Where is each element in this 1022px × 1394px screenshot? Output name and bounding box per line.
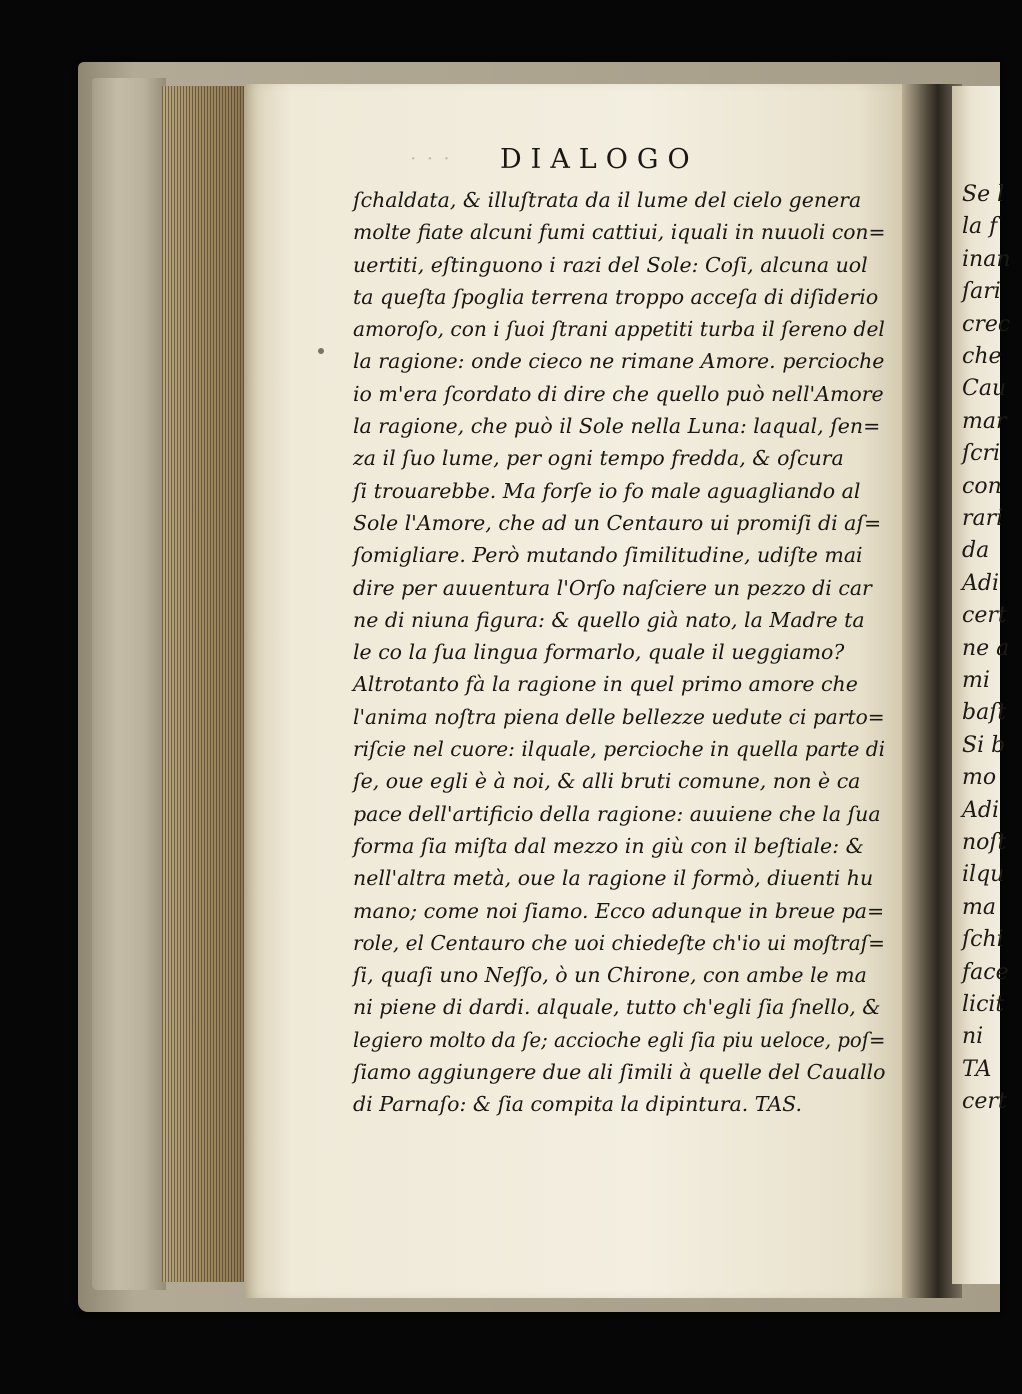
right-page-line: mo xyxy=(962,765,997,791)
right-page-line: cert xyxy=(962,603,1007,629)
right-page-line: Se l xyxy=(962,182,1005,207)
ink-spot xyxy=(318,348,324,354)
right-page-line: crec xyxy=(962,311,1011,337)
right-page-line: che xyxy=(962,344,1002,369)
text-line: role, el Centauro che uoi chiedeſte ch'io ui moſtraſ= xyxy=(353,930,885,955)
right-page-line: licit xyxy=(962,992,1005,1017)
book-spine xyxy=(92,78,166,1290)
right-page-line: inan xyxy=(962,246,1011,272)
text-line: Altrotanto fà la ragione in quel primo amore che xyxy=(353,672,858,697)
text-line: uertiti, eſtinguono i razi del Sole: Coſi, alcuna uol xyxy=(353,252,868,277)
text-line: nell'altra metà, oue la ragione il formò, diuenti hu xyxy=(353,866,874,891)
text-line: pace dell'artificio della ragione: auuiene che la ſua xyxy=(353,801,881,826)
text-line: le co la ſua lingua formarlo, quale il ueggiamo? xyxy=(353,640,845,665)
right-page-line: Adi xyxy=(962,570,1000,596)
running-header: DIALOGO xyxy=(500,144,699,175)
right-page-line: TA xyxy=(962,1056,992,1082)
text-line: io m'era ſcordato di dire che quello può nell'Amore xyxy=(353,381,884,406)
text-line: la ragione, che può il Sole nella Luna: laqual, ſen= xyxy=(353,414,881,439)
text-line: ni piene di dardi. alquale, tutto ch'egli ſia ſnello, & xyxy=(353,995,881,1020)
right-page-line: con xyxy=(962,473,1002,499)
text-line: ne di niuna figura: & quello già nato, la Madre ta xyxy=(353,607,865,632)
show-through-mark: · · · xyxy=(410,146,452,170)
right-page-line: ilqu xyxy=(962,862,1005,888)
right-page-line: ſchi xyxy=(962,927,1004,953)
text-line: ſomigliare. Però mutando ſimilitudine, udiſte mai xyxy=(353,543,863,568)
text-line: dire per auuentura l'Orſo naſciere un pezzo di car xyxy=(353,575,872,600)
text-line: mano; come noi ſiamo. Ecco adunque in breue pa= xyxy=(353,898,885,923)
text-line: ſchaldata, & illuſtrata da il lume del cielo genera xyxy=(353,188,862,212)
right-page-line: ſcri xyxy=(962,441,1001,467)
page-text xyxy=(353,184,885,1121)
text-line: forma ſia miſta dal mezzo in giù con il beſtiale: & xyxy=(353,833,864,858)
right-page-line: ni xyxy=(962,1024,984,1050)
text-line: l'anima noſtra piena delle bellezze uedute ci parto= xyxy=(353,704,885,729)
text-line: la ragione: onde cieco ne rimane Amore. percioche xyxy=(353,349,885,374)
right-page-line: da xyxy=(962,538,990,564)
text-line: za il ſuo lume, per ogni tempo fredda, & oſcura xyxy=(353,446,844,471)
right-page-line: la f xyxy=(962,214,998,240)
right-page-line: ſari xyxy=(962,279,1001,305)
text-line: ſi, quaſi uno Neſſo, ò un Chirone, con ambe le ma xyxy=(353,963,867,988)
right-page-line: face xyxy=(962,959,1009,985)
right-page xyxy=(952,86,1011,1284)
right-page-line: Cau xyxy=(962,376,1007,402)
text-line: Sole l'Amore, che ad un Centauro ui promiſi di aſ= xyxy=(353,510,882,535)
right-page-line: baſt xyxy=(962,700,1007,726)
right-page-line: Si b xyxy=(962,732,1006,758)
right-page-line: Adi xyxy=(962,797,1000,823)
text-line: ſi trouarebbe. Ma forſe io fo male aguagliando al xyxy=(353,478,861,503)
right-page-line: cert xyxy=(962,1089,1007,1115)
text-line: molte fiate alcuni fumi cattiui, iquali in nuuoli con= xyxy=(353,220,886,245)
text-line: ſiamo aggiungere due ali ſimili à quelle del Cauallo xyxy=(353,1060,886,1085)
text-line: ta queſta ſpoglia terrena troppo acceſa di diſiderio xyxy=(353,284,879,309)
right-page-line: noſt xyxy=(962,830,1007,855)
right-page-line: rari xyxy=(962,506,1004,531)
right-page-line: mar xyxy=(962,408,1007,434)
text-line: ſe, oue egli è à noi, & alli bruti comune, non è ca xyxy=(353,769,861,794)
text-line: legiero molto da ſe; accioche egli ſia piu ueloce, poſ= xyxy=(353,1027,886,1052)
text-line: amoroſo, con i ſuoi ſtrani appetiti turba il ſereno del xyxy=(353,317,885,342)
right-page-line: ne a xyxy=(962,635,1010,661)
text-line: riſcie nel cuore: ilquale, percioche in quella parte di xyxy=(353,737,886,762)
right-page-line: ma xyxy=(962,894,996,920)
right-page-line: mi xyxy=(962,668,990,693)
page-edges xyxy=(162,86,248,1282)
text-line: di Parnaſo: & ſia compita la dipintura. TAS. xyxy=(353,1092,802,1117)
